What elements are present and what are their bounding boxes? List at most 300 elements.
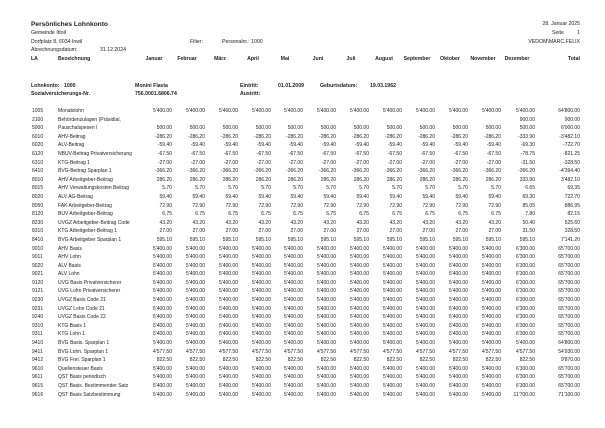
row-la: 8010: [32, 176, 44, 183]
column-header: März: [214, 56, 226, 62]
row-month-value: 72.90: [192, 202, 205, 209]
row-month-value: 4'577.50: [382, 348, 402, 355]
row-month-value: 333.90: [519, 176, 535, 183]
row-month-value: 6.75: [228, 211, 238, 218]
row-total: 71'100.00: [558, 391, 580, 398]
row-month-value: 5'400.00: [283, 245, 303, 252]
column-header: Mai: [280, 56, 290, 62]
row-month-value: 27.00: [192, 228, 205, 235]
row-total: 65'700.00: [558, 279, 580, 286]
row-month-value: -59.40: [256, 142, 271, 149]
row-month-value: 286.20: [353, 176, 369, 183]
seite-value: 1: [577, 30, 580, 36]
row-month-value: 5.70: [293, 185, 303, 192]
row-month-value: 5'400.00: [382, 297, 402, 304]
row-month-value: -286.20: [484, 133, 501, 140]
row-total: 65'700.00: [558, 383, 580, 389]
row-month-value: 5'400.00: [283, 322, 303, 329]
row-bezeichnung: BVG Arbeitgeber Sparplan 1: [58, 236, 122, 243]
row-month-value: 5'400.00: [152, 297, 172, 304]
row-month-value: 595.10: [519, 236, 535, 243]
row-month-value: 5'400.00: [152, 279, 172, 286]
row-month-value: 5'400.00: [415, 322, 435, 329]
row-month-value: 5'400.00: [349, 297, 369, 304]
row-month-value: 6'300.00: [515, 254, 535, 261]
row-bezeichnung: ALV Lohn: [58, 271, 80, 278]
row-month-value: 5'400.00: [382, 383, 402, 389]
row-month-value: 27.00: [356, 228, 369, 235]
row-month-value: 595.10: [485, 236, 501, 243]
row-month-value: 5'400.00: [152, 322, 172, 329]
row-month-value: 5'400.00: [251, 331, 271, 338]
row-month-value: 822.50: [320, 357, 336, 364]
row-month-value: 6'300.00: [515, 288, 535, 295]
row-month-value: -366.20: [221, 168, 238, 175]
row-month-value: 43.20: [290, 219, 303, 226]
row-month-value: 5'400.00: [218, 340, 238, 347]
row-month-value: 5'400.00: [448, 374, 468, 381]
column-header: April: [247, 56, 259, 62]
row-month-value: 72.90: [389, 202, 402, 209]
column-header: Bezeichnung: [58, 56, 91, 62]
row-month-value: 5'400.00: [251, 391, 271, 398]
row-bezeichnung: QST Basis periodisch: [58, 374, 106, 381]
table-row: [0, 392, 605, 401]
row-month-value: 5'400.00: [185, 391, 205, 398]
row-month-value: 5'400.00: [382, 254, 402, 261]
row-month-value: 5'400.00: [448, 245, 468, 252]
row-total: 900.00: [564, 116, 580, 123]
table-row: [0, 280, 605, 289]
row-month-value: 5'400.00: [316, 391, 336, 398]
row-month-value: 6.75: [491, 211, 501, 218]
row-la: 9231: [32, 305, 44, 312]
row-month-value: 4'577.50: [185, 348, 205, 355]
row-month-value: 5'400.00: [481, 305, 501, 312]
row-month-value: 5'400.00: [415, 297, 435, 304]
row-month-value: 5'400.00: [448, 254, 468, 261]
row-total: 65'700.00: [558, 262, 580, 269]
row-month-value: 5'400.00: [185, 314, 205, 321]
row-month-value: 5'400.00: [382, 271, 402, 278]
table-row: [0, 246, 605, 255]
row-month-value: -366.20: [385, 168, 402, 175]
row-month-value: 5'400.00: [152, 391, 172, 398]
row-month-value: 286.20: [419, 176, 435, 183]
table-row: [0, 134, 605, 143]
row-month-value: 5'400.00: [481, 322, 501, 329]
row-total: -3'482.10: [559, 133, 580, 140]
row-month-value: -69.30: [520, 142, 535, 149]
row-month-value: 5'400.00: [316, 262, 336, 269]
row-month-value: -366.20: [418, 168, 435, 175]
column-header: Juli: [346, 56, 356, 62]
row-month-value: 5'400.00: [481, 365, 501, 372]
row-month-value: 59.40: [422, 193, 435, 200]
row-month-value: 4'577.50: [448, 348, 468, 355]
row-month-value: 5'400.00: [251, 262, 271, 269]
row-month-value: -27.00: [223, 159, 238, 166]
row-month-value: 5'400.00: [251, 383, 271, 389]
row-total: 65'700.00: [558, 314, 580, 321]
row-month-value: 5'400.00: [283, 297, 303, 304]
row-la: 9011: [32, 254, 43, 261]
filter-label: Filter:: [190, 39, 203, 45]
row-month-value: 5'400.00: [218, 314, 238, 321]
row-month-value: 5.70: [491, 185, 501, 192]
row-month-value: 5'400.00: [448, 262, 468, 269]
row-month-value: 6.75: [392, 211, 402, 218]
row-month-value: 6'300.00: [515, 314, 535, 321]
row-month-value: 5'400.00: [382, 340, 402, 347]
row-month-value: 72.90: [422, 202, 435, 209]
row-month-value: 5'400.00: [283, 314, 303, 321]
row-month-value: -67.50: [387, 150, 402, 157]
row-month-value: 500.00: [485, 125, 501, 132]
row-month-value: 6'300.00: [515, 297, 535, 304]
row-bezeichnung: UVG Lohn Privatversicherer: [58, 288, 121, 295]
row-month-value: 5'400.00: [283, 271, 303, 278]
row-la: 9412: [32, 357, 44, 364]
row-month-value: 5'400.00: [349, 271, 369, 278]
row-month-value: 5'400.00: [349, 245, 369, 252]
row-bezeichnung: UVGZ Basis Code 21: [58, 297, 106, 304]
row-month-value: -59.40: [486, 142, 501, 149]
table-row: [0, 306, 605, 315]
row-month-value: 5'400.00: [481, 340, 501, 347]
row-month-value: 5'400.00: [283, 331, 303, 338]
row-la: 5000: [32, 125, 44, 132]
row-month-value: 5'400.00: [185, 374, 205, 381]
eintritt-label: Eintritt:: [240, 83, 259, 89]
row-month-value: 500.00: [452, 125, 468, 132]
row-month-value: 595.10: [452, 236, 468, 243]
row-month-value: 5'400.00: [251, 245, 271, 252]
row-month-value: 5'400.00: [218, 108, 238, 114]
row-month-value: 6.75: [261, 211, 271, 218]
row-month-value: 5'400.00: [515, 340, 535, 347]
row-bezeichnung: BVG Frei. Sparplan 1: [58, 357, 106, 364]
row-bezeichnung: AHV Lohn: [58, 254, 81, 261]
row-month-value: 27.00: [422, 228, 435, 235]
table-row: [0, 383, 605, 392]
row-month-value: -67.50: [486, 150, 501, 157]
row-bezeichnung: Behördenzulagen (Präsidial,: [58, 116, 121, 123]
row-month-value: 500.00: [519, 125, 535, 132]
row-month-value: 69.30: [522, 193, 535, 200]
row-la: 9410: [32, 340, 44, 347]
row-month-value: 5'400.00: [218, 305, 238, 312]
table-row: [0, 366, 605, 375]
row-month-value: 5'400.00: [349, 365, 369, 372]
row-bezeichnung: ALV Basis: [58, 262, 81, 269]
table-row: [0, 142, 605, 151]
row-month-value: 500.00: [222, 125, 238, 132]
row-month-value: 85.05: [522, 202, 535, 209]
row-month-value: 4'577.50: [349, 348, 369, 355]
row-month-value: 5'400.00: [481, 271, 501, 278]
row-bezeichnung: BUV Arbeitgeber-Beitrag: [58, 211, 113, 218]
row-month-value: 5'400.00: [185, 108, 205, 114]
row-month-value: -366.20: [155, 168, 172, 175]
row-total: 6'000.00: [560, 125, 580, 132]
row-month-value: 5'400.00: [415, 331, 435, 338]
table-row: [0, 237, 605, 246]
row-la: 8230: [32, 219, 44, 226]
row-total: 525.60: [564, 219, 580, 226]
row-month-value: 72.90: [258, 202, 271, 209]
row-month-value: 5'400.00: [448, 305, 468, 312]
row-month-value: 500.00: [287, 125, 303, 132]
row-month-value: 72.90: [290, 202, 303, 209]
row-month-value: -59.40: [420, 142, 435, 149]
row-bezeichnung: BVG-Beitrag Sparplan 1: [58, 168, 112, 175]
row-month-value: 4'577.50: [316, 348, 336, 355]
row-month-value: 5'400.00: [152, 254, 172, 261]
row-month-value: 5'400.00: [382, 391, 402, 398]
row-month-value: 5'400.00: [349, 305, 369, 312]
row-bezeichnung: AHV Verwaltungskosten Beitrag: [58, 185, 129, 192]
row-month-value: 6'300.00: [515, 305, 535, 312]
sv-label: Sozialversicherungs-Nr.: [31, 91, 91, 97]
row-month-value: 595.10: [320, 236, 336, 243]
row-month-value: 822.50: [156, 357, 172, 364]
row-month-value: 6'300.00: [515, 279, 535, 286]
row-month-value: 5'400.00: [152, 331, 172, 338]
seite-label: Seite: [552, 30, 564, 36]
row-month-value: 5'400.00: [316, 254, 336, 261]
row-month-value: 5'400.00: [185, 245, 205, 252]
row-month-value: -59.40: [354, 142, 369, 149]
row-month-value: 500.00: [255, 125, 271, 132]
abrechnung-value: 31.12.2024: [100, 47, 126, 53]
row-month-value: 822.50: [485, 357, 501, 364]
table-row: [0, 185, 605, 194]
row-month-value: 5'400.00: [251, 314, 271, 321]
row-month-value: 5'400.00: [349, 262, 369, 269]
table-row: [0, 288, 605, 297]
row-month-value: 5'400.00: [481, 262, 501, 269]
row-month-value: 286.20: [156, 176, 172, 183]
row-month-value: 6'300.00: [515, 245, 535, 252]
row-month-value: 5'400.00: [382, 322, 402, 329]
table-row: [0, 349, 605, 358]
row-month-value: 43.20: [422, 219, 435, 226]
row-month-value: 5'400.00: [349, 254, 369, 261]
row-month-value: -286.20: [188, 133, 205, 140]
row-month-value: 595.10: [255, 236, 271, 243]
row-month-value: 5'400.00: [185, 383, 205, 389]
row-la: 8120: [32, 211, 44, 218]
row-month-value: -59.40: [223, 142, 238, 149]
row-month-value: 59.40: [389, 193, 402, 200]
row-month-value: -366.20: [518, 168, 535, 175]
row-bezeichnung: KTG-Beitrag 1: [58, 159, 90, 166]
table-row: [0, 331, 605, 340]
row-month-value: 5'400.00: [448, 288, 468, 295]
row-month-value: 6.75: [326, 211, 336, 218]
row-month-value: 5'400.00: [481, 108, 501, 114]
row-month-value: -286.20: [221, 133, 238, 140]
row-total: -4'394.40: [559, 168, 580, 175]
row-month-value: 5'400.00: [349, 314, 369, 321]
geburt-value: 19.03.1962: [370, 83, 396, 89]
abrechnung-label: Abrechnungsdatum:: [31, 47, 78, 53]
row-month-value: 4'577.50: [415, 348, 435, 355]
row-month-value: 5'400.00: [448, 322, 468, 329]
row-month-value: 5'400.00: [185, 331, 205, 338]
row-month-value: 822.50: [353, 357, 369, 364]
row-month-value: 27.00: [488, 228, 501, 235]
row-la: 9310: [32, 322, 44, 329]
row-month-value: 5'400.00: [218, 288, 238, 295]
row-month-value: 5'400.00: [185, 322, 205, 329]
row-month-value: 286.20: [386, 176, 402, 183]
row-month-value: 5'400.00: [481, 314, 501, 321]
row-month-value: 595.10: [222, 236, 238, 243]
row-month-value: 43.20: [455, 219, 468, 226]
row-month-value: 43.20: [323, 219, 336, 226]
row-month-value: -67.50: [157, 150, 172, 157]
row-month-value: 6.75: [162, 211, 172, 218]
row-month-value: 5'400.00: [415, 271, 435, 278]
row-month-value: -67.50: [190, 150, 205, 157]
row-month-value: 72.90: [323, 202, 336, 209]
row-month-value: 5.70: [359, 185, 369, 192]
row-month-value: 5'400.00: [251, 271, 271, 278]
row-month-value: -366.20: [254, 168, 271, 175]
row-month-value: -59.40: [387, 142, 402, 149]
row-month-value: 5'400.00: [349, 108, 369, 114]
row-month-value: 5'400.00: [448, 340, 468, 347]
row-month-value: 822.50: [519, 357, 535, 364]
row-month-value: 27.00: [290, 228, 303, 235]
wage-table: [0, 108, 605, 400]
row-total: 3'482.10: [560, 176, 580, 183]
row-bezeichnung: QST Basis Satzbestimmung: [58, 391, 121, 398]
row-month-value: 5'400.00: [415, 374, 435, 381]
row-month-value: 5'400.00: [152, 245, 172, 252]
row-month-value: 43.20: [389, 219, 402, 226]
row-month-value: 5'400.00: [415, 288, 435, 295]
row-month-value: 5'400.00: [382, 305, 402, 312]
row-total: -722.70: [563, 142, 580, 149]
row-la: 9020: [32, 262, 44, 269]
row-month-value: 5'400.00: [382, 245, 402, 252]
row-month-value: 43.20: [356, 219, 369, 226]
row-total: 65'700.00: [558, 365, 580, 372]
row-month-value: 5'400.00: [316, 297, 336, 304]
row-month-value: 6'300.00: [515, 322, 535, 329]
row-month-value: 5'400.00: [218, 322, 238, 329]
row-month-value: 5'400.00: [283, 254, 303, 261]
row-month-value: 6.75: [359, 211, 369, 218]
row-month-value: 5'400.00: [283, 391, 303, 398]
row-month-value: 5'400.00: [448, 297, 468, 304]
row-month-value: 5'400.00: [448, 279, 468, 286]
row-month-value: 5'400.00: [251, 365, 271, 372]
row-month-value: 59.40: [455, 193, 468, 200]
row-bezeichnung: BVG Lohn. Sparplan 1: [58, 348, 109, 355]
row-month-value: 5'400.00: [283, 340, 303, 347]
row-month-value: 5'400.00: [415, 279, 435, 286]
row-bezeichnung: AHV Basis: [58, 245, 82, 252]
row-month-value: -27.00: [288, 159, 303, 166]
row-month-value: 5'400.00: [185, 305, 205, 312]
row-month-value: 7.80: [525, 211, 535, 218]
row-month-value: 6.75: [458, 211, 468, 218]
row-total: -821.25: [563, 150, 580, 157]
row-month-value: -286.20: [286, 133, 303, 140]
row-month-value: 5'400.00: [251, 305, 271, 312]
row-month-value: 5'400.00: [382, 279, 402, 286]
column-header: August: [375, 56, 393, 62]
row-bezeichnung: UVGZ Lohn Code 21: [58, 305, 105, 312]
row-bezeichnung: Pauschalspesen I: [58, 125, 98, 132]
row-month-value: 5.70: [261, 185, 271, 192]
row-month-value: -27.00: [387, 159, 402, 166]
row-month-value: 500.00: [189, 125, 205, 132]
row-month-value: 6.65: [525, 185, 535, 192]
row-bezeichnung: AHV Arbeitgeber-Beitrag: [58, 176, 113, 183]
row-month-value: 5'400.00: [415, 365, 435, 372]
row-month-value: -286.20: [418, 133, 435, 140]
row-month-value: 595.10: [287, 236, 303, 243]
row-month-value: 5'400.00: [415, 391, 435, 398]
row-month-value: 11'700.00: [513, 391, 535, 398]
row-month-value: -59.40: [190, 142, 205, 149]
row-month-value: 500.00: [419, 125, 435, 132]
row-month-value: 5.70: [392, 185, 402, 192]
row-la: 9611: [32, 374, 43, 381]
row-month-value: 59.40: [159, 193, 172, 200]
row-total: 65'700.00: [558, 322, 580, 329]
row-month-value: 5'400.00: [481, 374, 501, 381]
row-month-value: 4'577.50: [218, 348, 238, 355]
row-month-value: 5'400.00: [251, 108, 271, 114]
row-month-value: 822.50: [189, 357, 205, 364]
row-month-value: 5'400.00: [152, 374, 172, 381]
row-bezeichnung: Monatslohn: [58, 108, 84, 114]
row-month-value: 59.40: [290, 193, 303, 200]
row-month-value: 5'400.00: [283, 288, 303, 295]
row-month-value: 5.70: [195, 185, 205, 192]
row-month-value: 5'400.00: [349, 288, 369, 295]
table-row: [0, 323, 605, 332]
row-month-value: 5'400.00: [185, 254, 205, 261]
row-month-value: -67.50: [288, 150, 303, 157]
row-month-value: 500.00: [320, 125, 336, 132]
row-month-value: 5'400.00: [349, 340, 369, 347]
row-month-value: 5'400.00: [316, 340, 336, 347]
row-month-value: -27.00: [354, 159, 369, 166]
row-month-value: 5'400.00: [218, 391, 238, 398]
row-la: 9230: [32, 297, 44, 304]
row-la: 8050: [32, 202, 44, 209]
row-bezeichnung: FAK Arbeitgeber-Beitrag: [58, 202, 112, 209]
row-total: 65'700.00: [558, 374, 580, 381]
row-month-value: 5'400.00: [448, 383, 468, 389]
row-bezeichnung: UVGZ Arbeitgeber-Beitrag Code: [58, 219, 130, 226]
row-month-value: 5'400.00: [152, 271, 172, 278]
row-month-value: 5'400.00: [415, 340, 435, 347]
row-month-value: 5.70: [228, 185, 238, 192]
row-month-value: 5'400.00: [349, 383, 369, 389]
row-month-value: 5'400.00: [448, 108, 468, 114]
row-month-value: 5'400.00: [481, 288, 501, 295]
row-month-value: -59.40: [453, 142, 468, 149]
row-month-value: -59.40: [321, 142, 336, 149]
